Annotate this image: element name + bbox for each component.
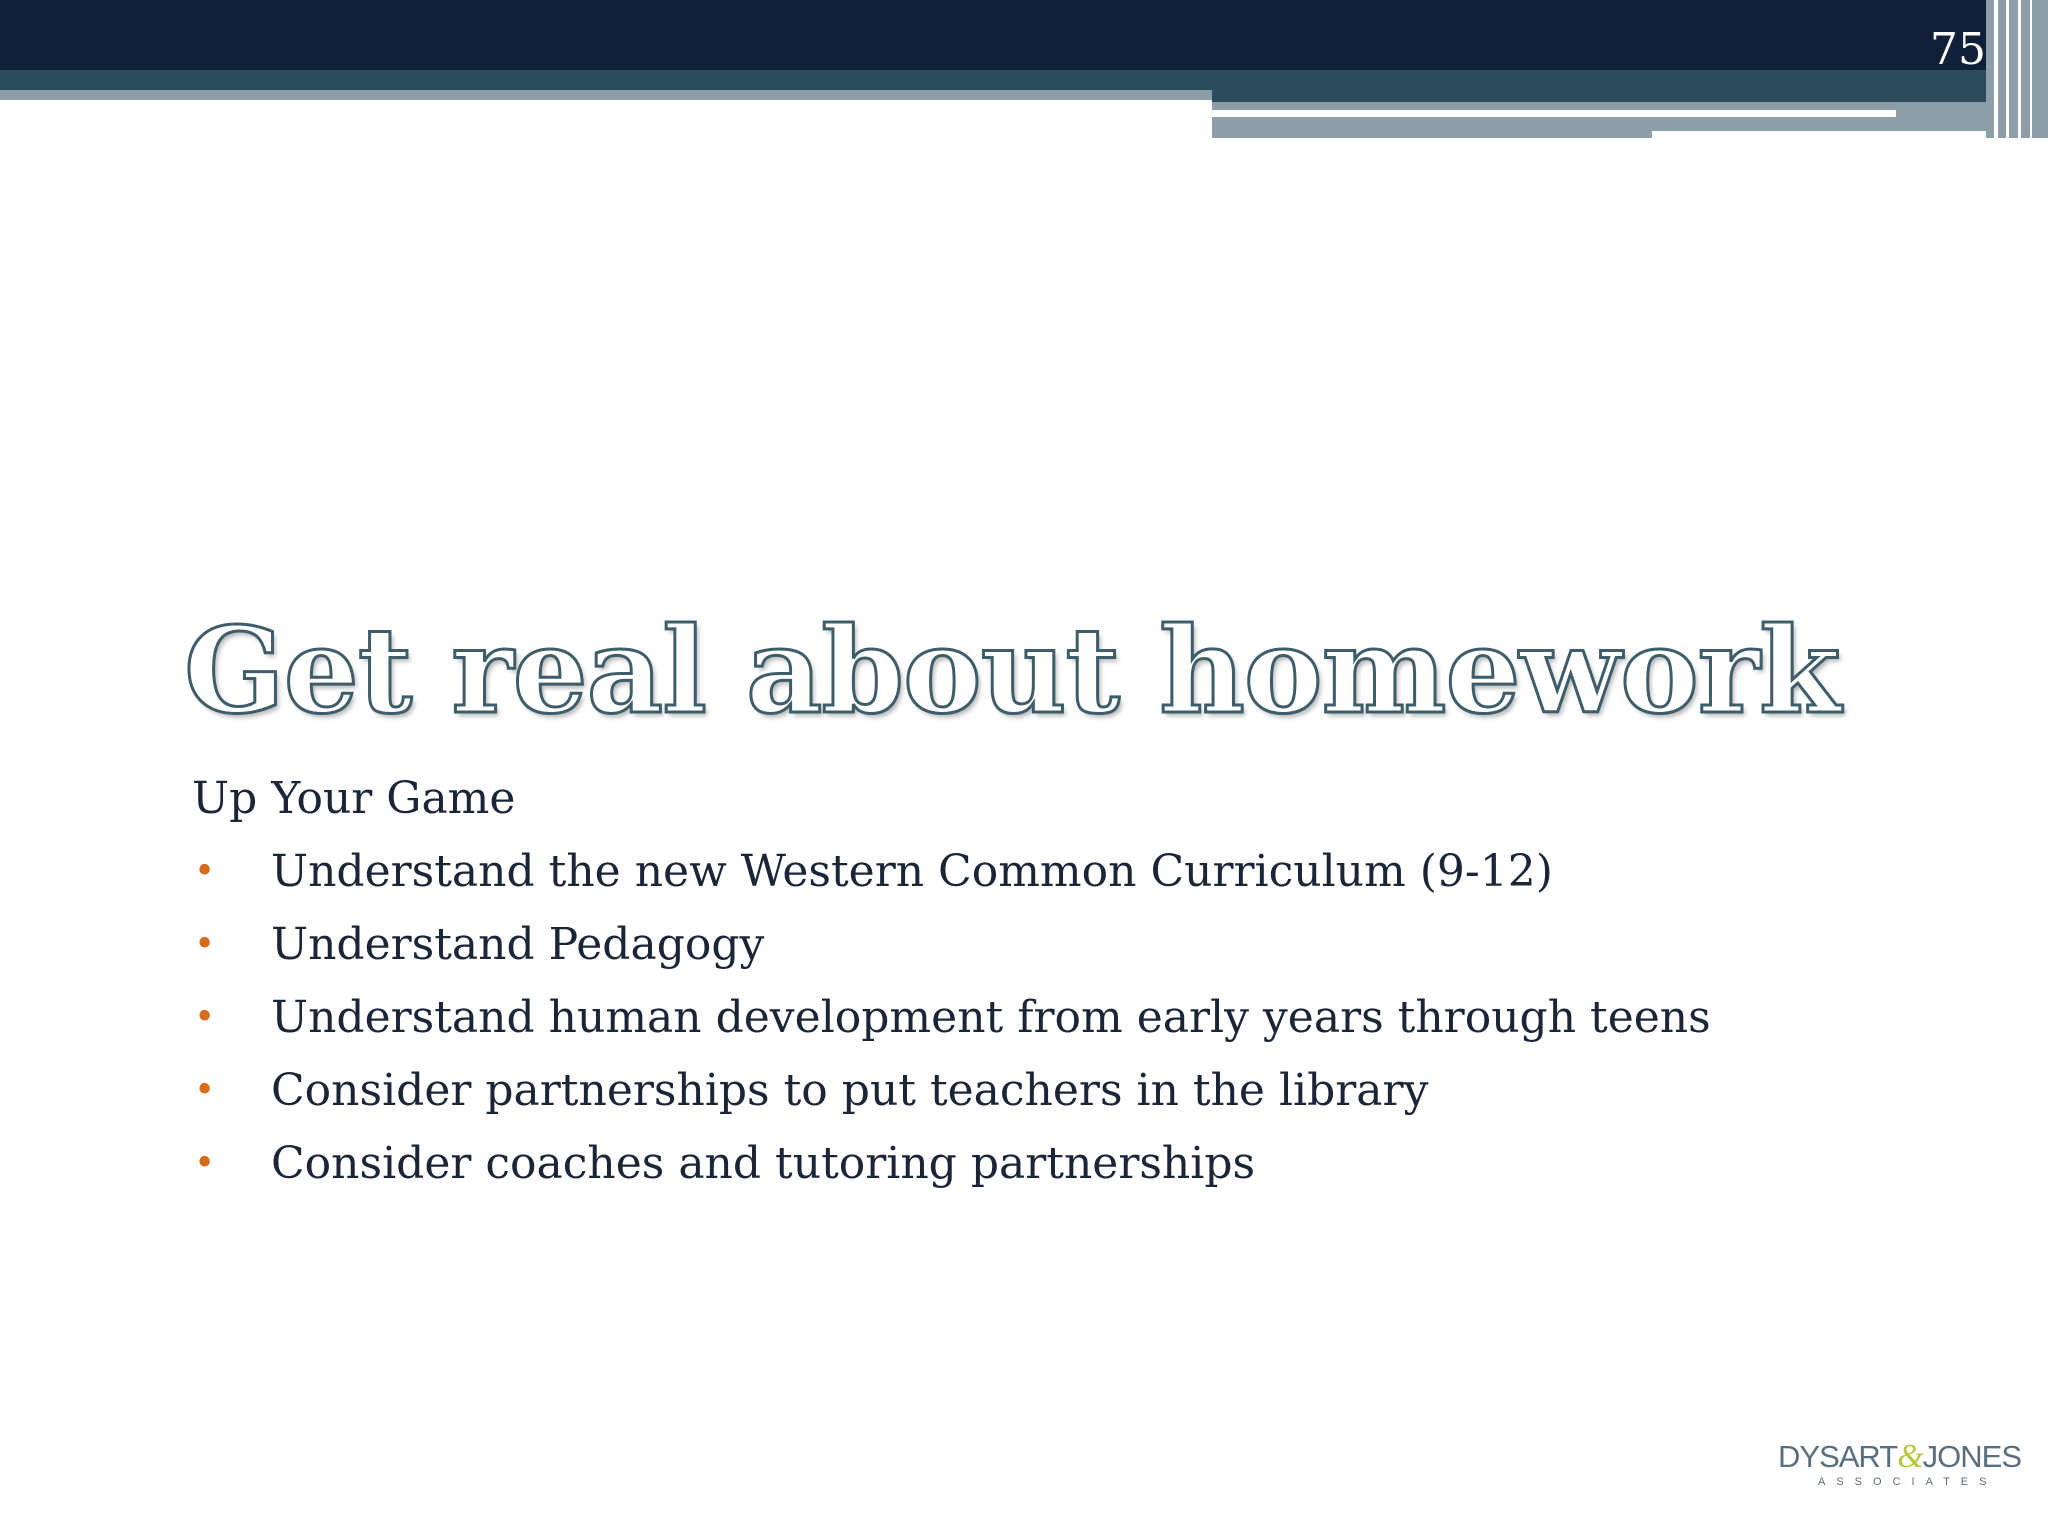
slide-number: 75 (1930, 24, 1986, 75)
bullet-dot-icon: • (194, 1143, 216, 1184)
header-bar-grey-left (0, 90, 1212, 100)
header-bar-navy (0, 0, 2048, 70)
subheading: Up Your Game (192, 773, 516, 824)
logo-ampersand: & (1897, 1438, 1923, 1475)
bullet-item (192, 908, 1892, 981)
header-stripe (2030, 0, 2032, 138)
logo-subtitle: ASSOCIATES (1818, 1476, 1998, 1488)
dysart-jones-logo (1778, 1438, 2021, 1494)
bullet-list (192, 835, 1892, 1200)
bullet-dot-icon: • (194, 924, 216, 965)
bullet-text: Understand human development from early years through teens (271, 992, 1711, 1043)
bullet-dot-icon: • (194, 851, 216, 892)
header-white-line (1212, 110, 1896, 117)
header-bottom-edge (1212, 138, 2048, 142)
slide-title: Get real about homework (184, 601, 1840, 740)
header-stripe (2018, 0, 2021, 138)
header-bar-teal-left (0, 70, 1212, 90)
bullet-dot-icon: • (194, 997, 216, 1038)
bullet-dot-icon: • (194, 1070, 216, 1111)
header-stripe (2006, 0, 2009, 138)
slide-body (192, 762, 1892, 1200)
bullet-text: Understand Pedagogy (271, 919, 765, 970)
bullet-text: Understand the new Western Common Curriculum (9-12) (271, 846, 1553, 897)
bullet-item (192, 835, 1892, 908)
header-stripe (1994, 0, 1998, 138)
logo-part2: JONES (1922, 1439, 2021, 1474)
bullet-item (192, 981, 1892, 1054)
bullet-item (192, 1127, 1892, 1200)
bullet-text: Consider coaches and tutoring partnerships (271, 1138, 1256, 1189)
logo-wordmark (1778, 1438, 2021, 1475)
bullet-text: Consider partnerships to put teachers in the library (271, 1065, 1429, 1116)
bullet-item (192, 1054, 1892, 1127)
logo-part1: DYSART (1778, 1439, 1898, 1474)
